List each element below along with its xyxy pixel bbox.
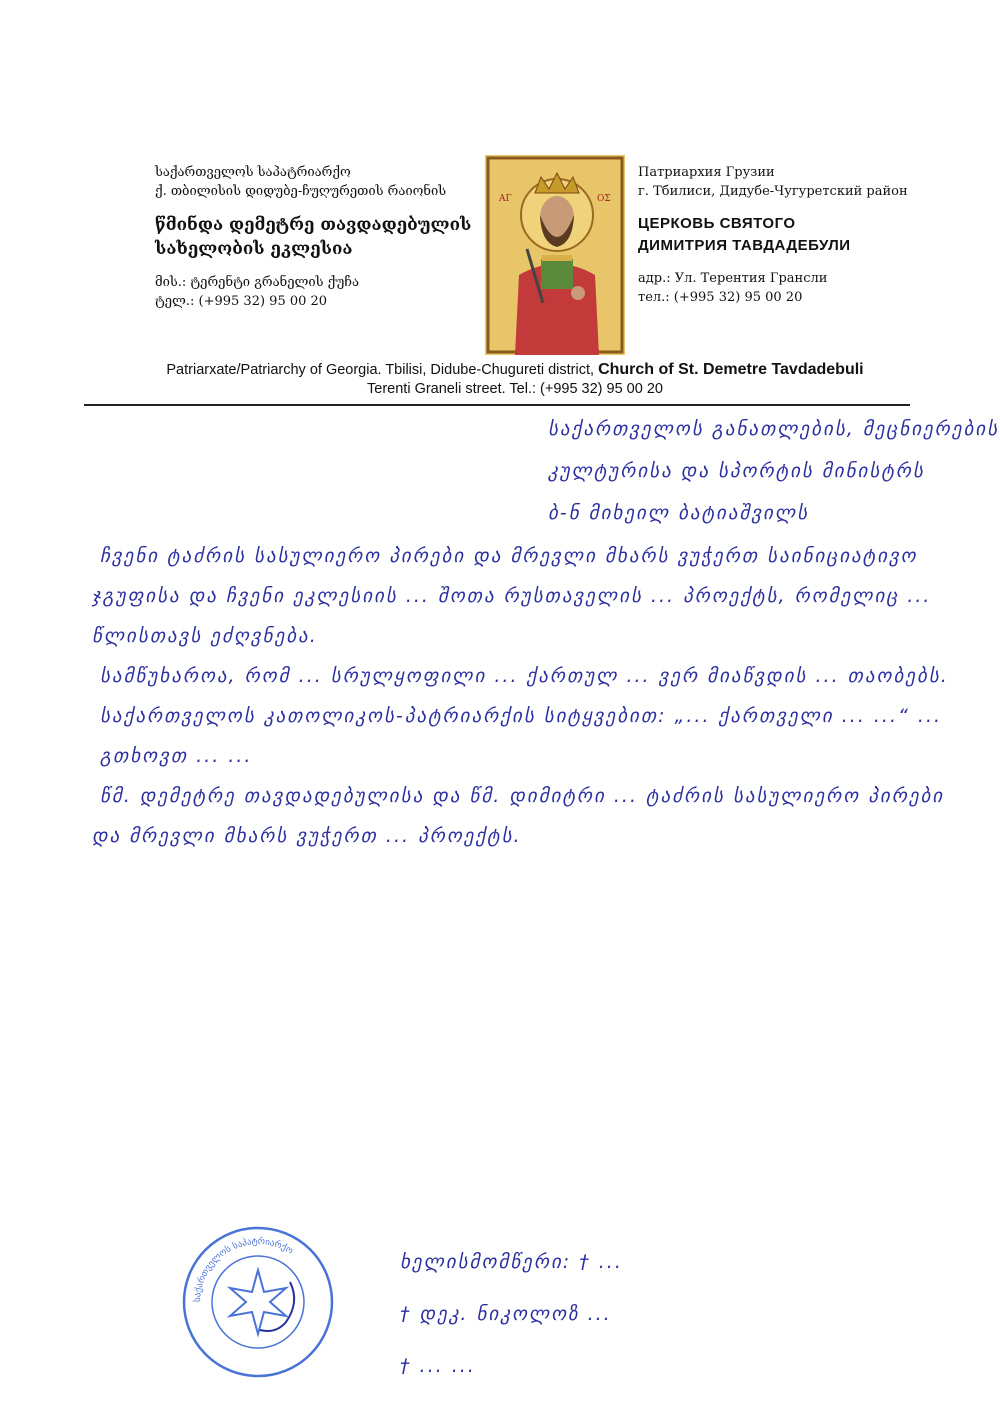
letterhead-ru-phone: тел.: (+995 32) 95 00 20 bbox=[638, 290, 803, 305]
addressee-line: საქართველოს განათლების, მეცნიერების bbox=[548, 418, 1000, 440]
letterhead-ru-church-line2: ДИМИТРИЯ ТАВДАДЕБУЛИ bbox=[638, 237, 851, 254]
letterhead-russian bbox=[638, 163, 968, 307]
letterhead-en-line2: Terenti Graneli street. Tel.: (+995 32) 95 00 20 bbox=[367, 381, 663, 397]
addressee-line: კულტურისა და სპორტის მინისტრს bbox=[548, 460, 925, 482]
letterhead-ru-dept-line1: Патриархия Грузии bbox=[638, 165, 775, 180]
letterhead-dept-line2: ქ. თბილისის დიდუბე-ჩუღურეთის რაიონის bbox=[155, 184, 447, 199]
letterhead-english bbox=[130, 360, 900, 399]
letter-body bbox=[92, 536, 972, 856]
letter-paragraph: სამწუხაროა, რომ ... სრულყოფილი ... ქართულ ... ვერ მიაწვდის ... თაობებს. bbox=[100, 665, 949, 687]
letterhead-ru-dept-line2: г. Тбилиси, Дидубе-Чугуретский район bbox=[638, 184, 908, 199]
signature-line: † ... ... bbox=[400, 1355, 476, 1377]
svg-text:ΟΣ: ΟΣ bbox=[597, 194, 611, 204]
seal-text: საქართველოს საპატრიარქო bbox=[192, 1236, 295, 1303]
svg-text:საქართველოს საპატრიარქო bbox=[192, 1236, 295, 1302]
letterhead-dept-line1: საქართველოს საპატრიარქო bbox=[155, 165, 351, 180]
letter-paragraph: წმ. დემეტრე თავდადებულისა და წმ. დიმიტრი ... ტაძრის სასულიერო პირები და მრევლი მხარს ვუჭერთ ... პროექტს. bbox=[92, 785, 945, 847]
letterhead-divider bbox=[84, 404, 910, 406]
signature-line: ხელისმომწერი: † ... bbox=[400, 1251, 623, 1273]
letterhead-phone: ტელ.: (+995 32) 95 00 20 bbox=[155, 294, 328, 309]
letterhead-church-line2: სახელობის ეკლესია bbox=[155, 239, 353, 259]
letterhead-church-line1: წმინდა დემეტრე თავდადებულის bbox=[155, 215, 472, 235]
letter-paragraph: გთხოვთ ... ... bbox=[100, 745, 253, 767]
letterhead-en-line1: Patriarxate/Patriarchy of Georgia. Tbilisi, Didube-Chugureti district, bbox=[166, 362, 595, 378]
svg-text:ΑΓ: ΑΓ bbox=[499, 194, 512, 204]
letter-paragraph: საქართველოს კათოლიკოს-პატრიარქის სიტყვებით: „... ქართველი ... ...“ ... bbox=[100, 705, 943, 727]
letterhead-en-church: Church of St. Demetre Tavdadebuli bbox=[598, 361, 864, 378]
addressee-line: ბ-ნ მიხეილ ბატიაშვილს bbox=[548, 502, 810, 524]
letter-paragraph: ჩვენი ტაძრის სასულიერო პირები და მრევლი მხარს ვუჭერთ საინიციატივო ჯგუფისა და ჩვენი ეკლესიის ... შოთა რუსთაველის ... პროექტს, რომელიც ... წლისთავს ეძღვნება. bbox=[92, 545, 932, 647]
saint-demetrius-icon bbox=[485, 155, 625, 355]
letterhead-ru-church-line1: ЦЕРКОВЬ СВЯТОГО bbox=[638, 215, 796, 232]
signatures-block bbox=[400, 1236, 960, 1392]
letterhead-georgian bbox=[155, 163, 485, 311]
letterhead-ru-address: адр.: Ул. Терентия Грансли bbox=[638, 271, 828, 286]
signature-line: † დეკ. ნიკოლოზ ... bbox=[400, 1303, 612, 1325]
addressee-block bbox=[548, 408, 998, 534]
letterhead-address: მის.: ტერენტი გრანელის ქუჩა bbox=[155, 275, 359, 290]
church-seal-stamp bbox=[178, 1222, 338, 1382]
